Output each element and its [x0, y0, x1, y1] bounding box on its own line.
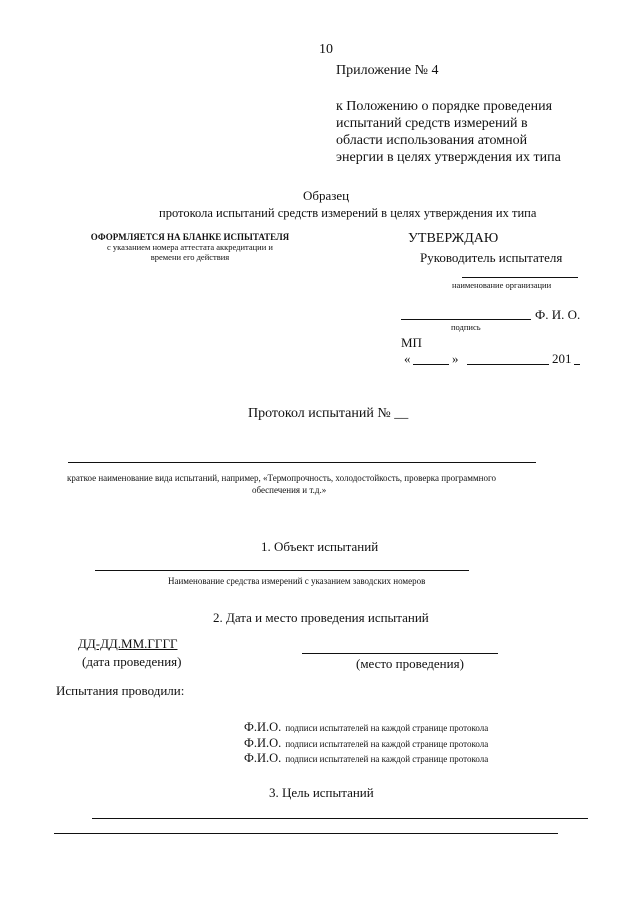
page-number: 10 [319, 42, 333, 57]
testers-heading: Испытания проводили: [56, 683, 185, 698]
tester-name: Ф.И.О. [244, 751, 282, 765]
test-name-caption: обеспечения и т.д.» [252, 485, 327, 495]
section-1-title: 1. Объект испытаний [261, 539, 379, 554]
signature-caption: подпись [451, 322, 481, 332]
stamp-label: МП [401, 335, 422, 350]
section-3-title: 3. Цель испытаний [269, 785, 374, 800]
tester-note: подписи испытателей на каждой странице протокола [285, 739, 489, 749]
tester-note: подписи испытателей на каждой странице протокола [285, 723, 489, 733]
org-name-line [462, 277, 578, 278]
issuer-line: с указанием номера аттестата аккредитации и [107, 242, 273, 252]
protocol-title: Протокол испытаний № __ [248, 406, 409, 421]
date-open-quote: « [404, 351, 411, 366]
tester-row [244, 749, 488, 767]
appendix-title: Приложение № 4 [336, 63, 439, 78]
date-year: 201 [552, 351, 572, 366]
tester-name: Ф.И.О. [244, 720, 282, 734]
signature-line [401, 319, 531, 320]
appendix-line: испытаний средств измерений в [336, 116, 528, 131]
test-name-caption: краткое наименование вида испытаний, например, «Термопрочность, холодостойкость, проверка программного [67, 473, 496, 483]
issuer-note [70, 232, 310, 262]
sample-title: Образец [303, 188, 350, 203]
purpose-line [92, 818, 588, 819]
purpose-line [54, 833, 558, 834]
appendix-line: к Положению о порядке проведения [336, 99, 553, 114]
appendix-line: области использования атомной [336, 133, 528, 148]
date-value: ДД-ДД.ММ.ГГГГ [78, 636, 178, 651]
sample-subtitle: протокола испытаний средств измерений в целях утверждения их типа [159, 206, 537, 220]
org-name-caption: наименование организации [452, 280, 552, 290]
date-year-suffix-line [574, 364, 580, 365]
place-line [302, 653, 498, 654]
approval-heading: УТВЕРЖДАЮ [408, 231, 499, 246]
object-line [95, 570, 469, 571]
test-name-line [68, 462, 536, 463]
tester-name: Ф.И.О. [244, 736, 282, 750]
appendix-line: энергии в целях утверждения их типа [336, 150, 561, 165]
date-month-line [467, 364, 549, 365]
issuer-heading: ОФОРМЛЯЕТСЯ НА БЛАНКЕ ИСПЫТАТЕЛЯ [90, 232, 290, 242]
date-day-line [413, 364, 449, 365]
approval-role: Руководитель испытателя [420, 250, 563, 265]
date-caption: (дата проведения) [82, 654, 182, 669]
place-caption: (место проведения) [356, 656, 464, 671]
tester-note: подписи испытателей на каждой странице протокола [285, 754, 489, 764]
object-caption: Наименование средства измерений с указанием заводских номеров [168, 576, 426, 586]
fio-label: Ф. И. О. [535, 307, 581, 322]
section-2-title: 2. Дата и место проведения испытаний [213, 610, 429, 625]
date-close-quote: » [452, 351, 459, 366]
issuer-line: времени его действия [150, 252, 230, 262]
